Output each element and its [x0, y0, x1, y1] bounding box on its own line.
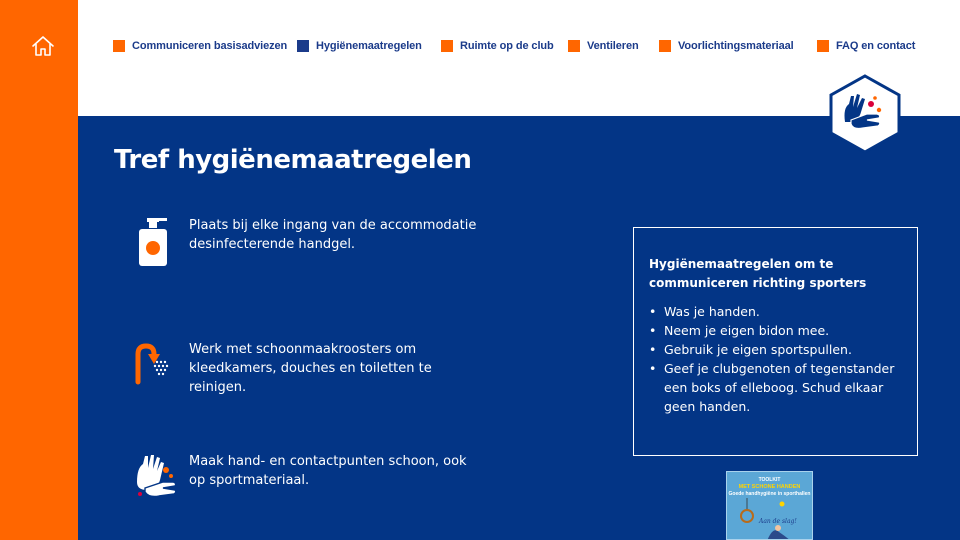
tip-shower — [133, 340, 479, 397]
home-icon[interactable] — [31, 34, 55, 58]
tip-hand-sanitizer — [133, 216, 479, 268]
nav-item-ruimte-op-de-club[interactable] — [441, 40, 554, 52]
toolkit-title: MET SCHONE HANDEN — [738, 484, 801, 490]
nav-square-icon — [297, 40, 309, 52]
list-item: • Was je handen. — [649, 302, 903, 321]
nav-item-label: Ventileren — [587, 40, 639, 52]
page-title: Tref hygiënemaatregelen — [114, 145, 472, 175]
nav-square-icon — [817, 40, 829, 52]
nav-square-icon — [441, 40, 453, 52]
shower-icon — [133, 340, 177, 392]
list-item: • Neem je eigen bidon mee. — [649, 321, 903, 340]
toolkit-subtitle: Goede handhygiëne in sporthallen — [728, 491, 811, 497]
nav-item-voorlichtingsmateriaal[interactable] — [659, 40, 794, 52]
nav-item-label: Voorlichtingsmateriaal — [678, 40, 794, 52]
nav-item-communiceren-basisadviezen[interactable] — [113, 40, 287, 52]
info-box-sporters — [633, 227, 918, 456]
tip-text: Werk met schoonmaakroosters om kleedkamers, douches en toiletten te reinigen. — [189, 342, 432, 395]
top-navigation — [78, 0, 960, 116]
nav-square-icon — [113, 40, 125, 52]
nav-item-label: Ruimte op de club — [460, 40, 554, 52]
hand-sanitizer-icon — [133, 216, 177, 268]
nav-square-icon — [568, 40, 580, 52]
nav-item-hygienemaatregelen[interactable] — [297, 40, 422, 52]
list-item: • Gebruik je eigen sportspullen. — [649, 340, 903, 359]
tip-text: Plaats bij elke ingang van de accommodatie desinfecterende handgel. — [189, 218, 477, 252]
nav-square-icon — [659, 40, 671, 52]
info-bullet-list — [649, 302, 903, 416]
toolkit-script-text: Aan de slag! — [759, 518, 797, 525]
nav-item-label: Hygiënemaatregelen — [316, 40, 422, 52]
main-content — [78, 116, 960, 540]
hand-washing-icon — [133, 452, 177, 504]
nav-item-label: Communiceren basisadviezen — [132, 40, 288, 52]
sidebar — [0, 0, 78, 540]
toolkit-label: TOOLKIT — [758, 477, 781, 483]
nav-item-ventileren[interactable] — [568, 40, 639, 52]
clean-hands-hexagon-logo[interactable] — [829, 74, 901, 154]
toolkit-thumbnail[interactable] — [726, 471, 813, 540]
list-item: • Geef je clubgenoten of tegenstander een boks of elleboog. Schud elkaar geen handen. — [649, 359, 903, 416]
info-box-title: Hygiënemaatregelen om te communiceren richting sporters — [649, 257, 867, 290]
nav-item-label: FAQ en contact — [836, 40, 916, 52]
tip-hand-washing — [133, 452, 479, 504]
nav-item-faq-en-contact[interactable] — [817, 40, 915, 52]
tip-text: Maak hand- en contactpunten schoon, ook op sportmateriaal. — [189, 454, 467, 488]
